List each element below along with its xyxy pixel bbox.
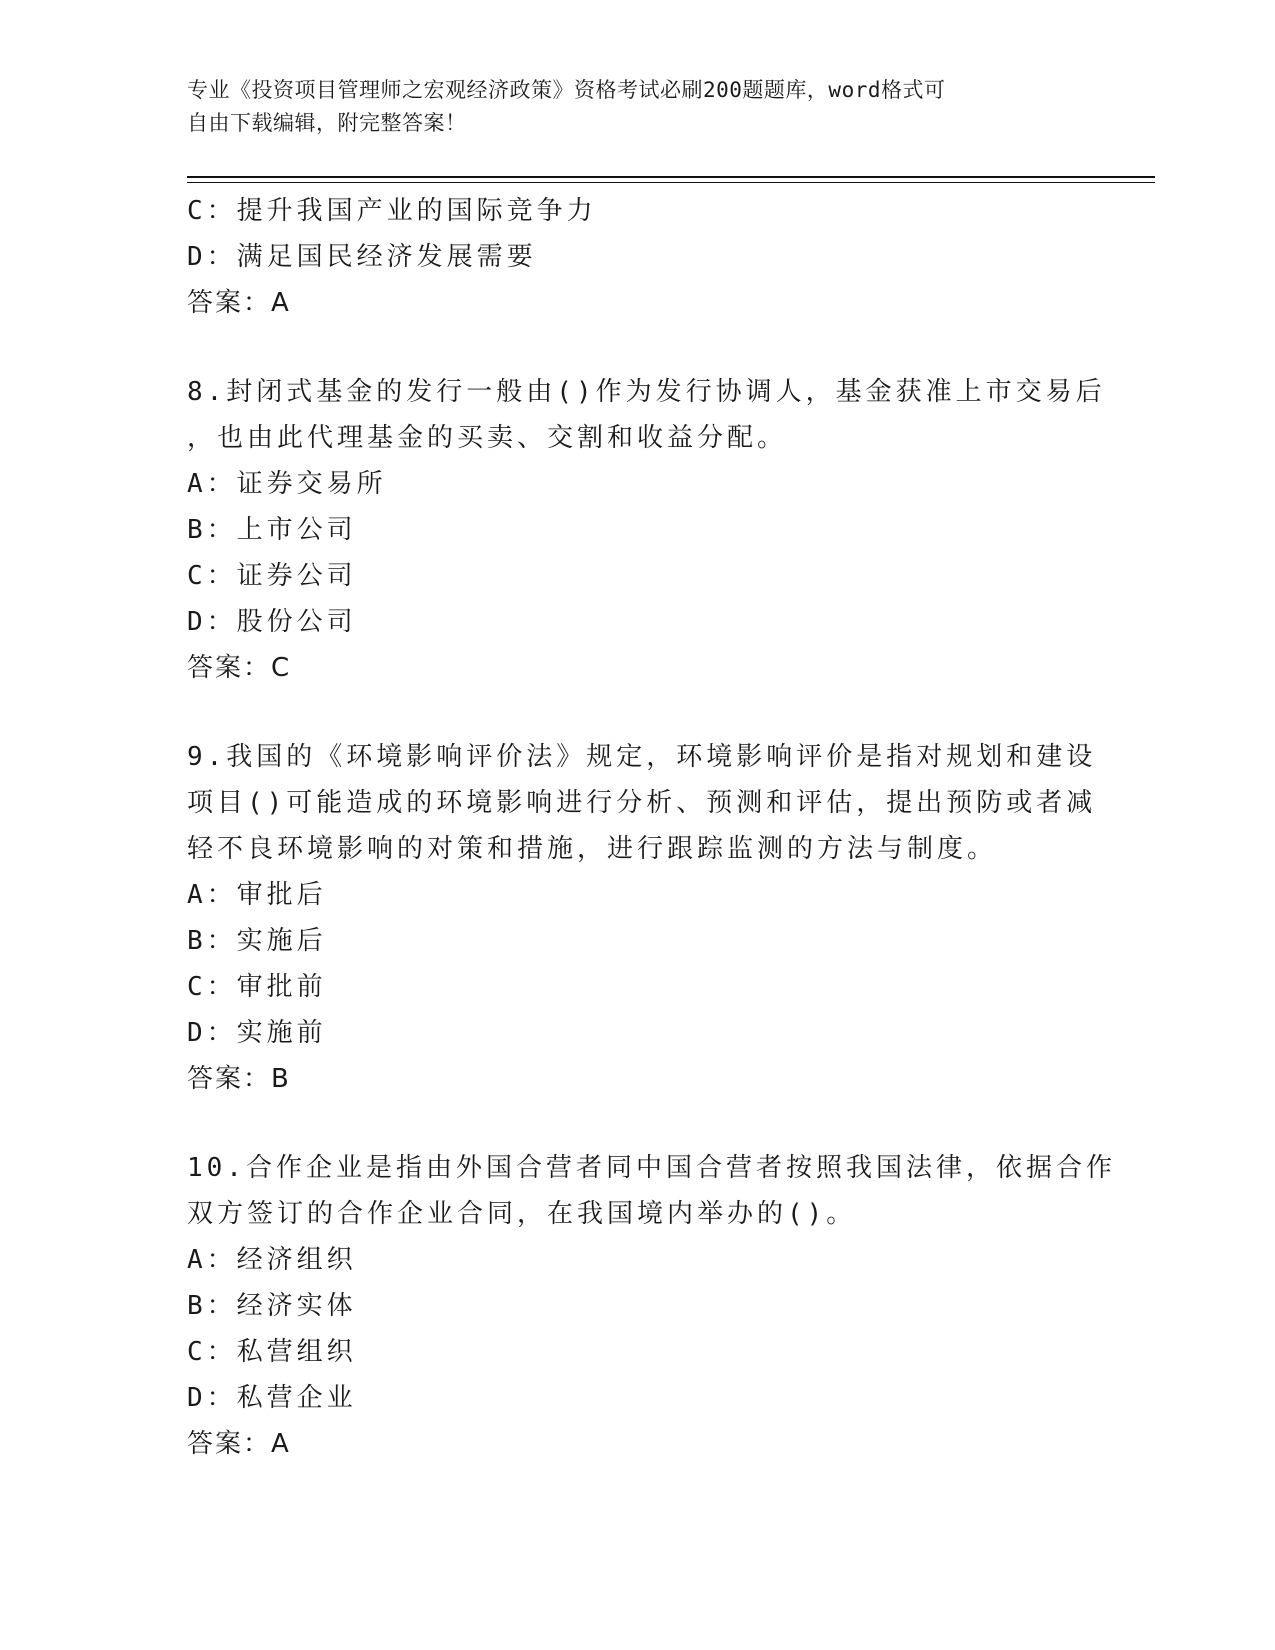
answer-line: 答案：B <box>187 1064 291 1094</box>
page-header <box>187 74 1067 140</box>
option-d: D：私营企业 <box>187 1383 357 1413</box>
question-stem-line: ，也由此代理基金的买卖、交割和收益分配。 <box>187 423 788 453</box>
option-a: A：经济组织 <box>187 1245 357 1275</box>
option-c: C：证券公司 <box>187 561 357 591</box>
option-a: A：审批后 <box>187 880 327 910</box>
option-c: C：私营组织 <box>187 1337 357 1367</box>
header-divider-thick <box>187 176 1155 178</box>
question-8 <box>187 369 1106 691</box>
option-c: C：提升我国产业的国际竞争力 <box>187 196 597 226</box>
option-d: D：实施前 <box>187 1018 327 1048</box>
header-divider-thin <box>187 182 1155 183</box>
option-a: A：证券交易所 <box>187 469 387 499</box>
question-9 <box>187 734 1097 1102</box>
option-b: B：实施后 <box>187 926 327 956</box>
question-10 <box>187 1145 1116 1467</box>
question-content <box>187 188 1116 1467</box>
question-stem-line: 双方签订的合作企业合同，在我国境内举办的()。 <box>187 1199 857 1229</box>
header-title-line-2: 自由下载编辑，附完整答案！ <box>187 111 467 135</box>
option-d: D：股份公司 <box>187 607 357 637</box>
question-stem-line: 10.合作企业是指由外国合营者同中国合营者按照我国法律，依据合作 <box>187 1153 1116 1183</box>
option-b: B：上市公司 <box>187 515 357 545</box>
question-stem-line: 8.封闭式基金的发行一般由()作为发行协调人，基金获准上市交易后 <box>187 377 1106 407</box>
question-stem-line: 项目()可能造成的环境影响进行分析、预测和评估，提出预防或者减 <box>187 788 1097 818</box>
answer-line: 答案：C <box>187 653 292 683</box>
question-7-continued <box>187 188 1087 326</box>
option-d: D：满足国民经济发展需要 <box>187 242 537 272</box>
option-c: C：审批前 <box>187 972 327 1002</box>
answer-line: 答案：A <box>187 288 291 318</box>
option-b: B：经济实体 <box>187 1291 357 1321</box>
answer-line: 答案：A <box>187 1429 291 1459</box>
question-stem-line: 轻不良环境影响的对策和措施，进行跟踪监测的方法与制度。 <box>187 834 998 864</box>
header-title-line-1: 专业《投资项目管理师之宏观经济政策》资格考试必刷200题题库，word格式可 <box>187 78 946 102</box>
question-stem-line: 9.我国的《环境影响评价法》规定，环境影响评价是指对规划和建设 <box>187 742 1097 772</box>
